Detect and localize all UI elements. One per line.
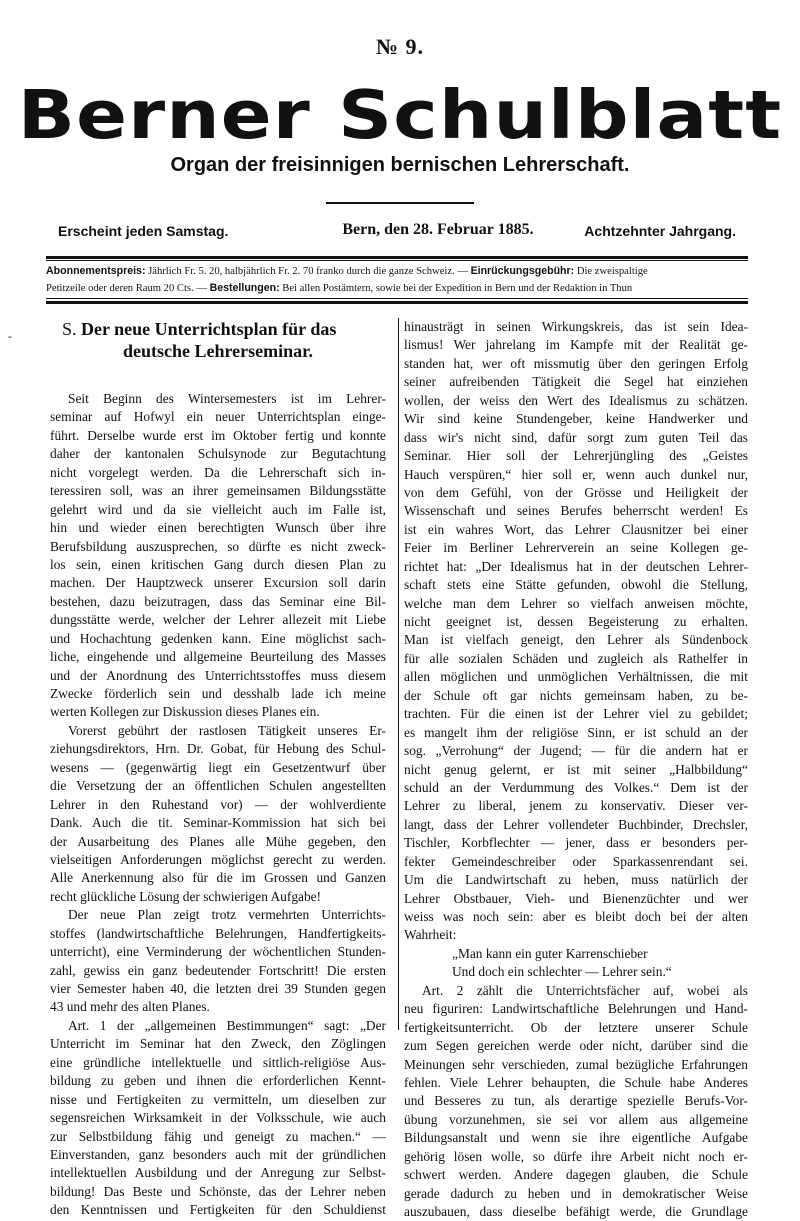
text-line: Zwecke förderlich sein und desshalb lade ich meine: [50, 686, 386, 701]
margin-mark: -: [8, 329, 12, 343]
publication-frequency: Erscheint jeden Samstag.: [58, 223, 229, 239]
text-line: allen möglichen und unmöglichen Verhältnissen, die mit: [404, 669, 748, 685]
text-line: für alle sozialen Schäden und zugleich als Rathelfer in: [404, 650, 748, 666]
text-line: Bildungsanstalt und wenn sie ihre eigentliche Aufgabe: [404, 1130, 748, 1146]
text-line: bildung! Das Beste und Schönste, das der Lehrer neben: [50, 1183, 386, 1199]
text-line: wollen, der weiss den Wert des Idealismus zu schätzen.: [404, 392, 748, 408]
text-line: nicht geeignet ist, dessen Begeisterung zu erhalten.: [404, 614, 748, 629]
article-headline-line-1: [50, 318, 386, 340]
orders-text: Bei allen Postämtern, sowie bei der Expedition in Bern und der Redaktion in Thun: [279, 283, 633, 294]
text-line: der Schule oft gar nichts gemeinsam haben, zu be-: [404, 687, 748, 703]
advert-label: Einrückungsgebühr:: [470, 265, 575, 277]
orders-label: Bestellungen:: [209, 282, 280, 294]
subscription-text: Jährlich Fr. 5. 20, halbjährlich Fr. 2. 70 franko durch die ganze Schweiz. —: [145, 266, 471, 277]
text-line: Feier im Berliner Lehrerverein an seine Kollegen ge-: [404, 540, 748, 556]
text-line: es mangelt ihm der religiöse Sinn, er ist schuld an der: [404, 724, 748, 740]
masthead-subtitle: Organ der freisinnigen bernischen Lehrerschaft.: [170, 154, 630, 176]
column-divider: [398, 318, 399, 1030]
text-line: zur Selbstbildung fähig und geneigt zu machen.“ —: [50, 1128, 386, 1144]
text-line: Vorerst gebührt der rastlosen Tätigkeit unseres Er-: [68, 722, 386, 738]
text-line: führt. Derselbe wurde erst im Oktober fertig und konnte: [50, 427, 386, 443]
text-line: bildung zu geben und ihnen die erforderlichen Kennt-: [50, 1073, 386, 1089]
text-line: 43 und mehr des alten Planes.: [50, 999, 210, 1015]
text-line: stoffes (landwirtschaftliche Belehrungen, Handfertigkeits-: [50, 925, 386, 941]
text-line: wesens — (gegenwärtig liegt ein Gesetzentwurf über: [50, 759, 386, 775]
text-line: nicht genug gelernt, er ist mit seiner „Halbbildung“: [404, 761, 748, 777]
text-line: dungsstätte werde, welcher der Lehrer allezeit mit Liebe: [50, 612, 386, 628]
text-line: Seminar. Hier soll der Lehrerjüngling des „Geistes: [404, 448, 748, 464]
text-line: übung vorzunehmen, sie sei vor allem aus allgemeine: [404, 1111, 748, 1127]
text-line: Meinungen sehr verschieden, zumal bezügliche Erfahrungen: [404, 1056, 748, 1072]
text-line: Berufsbildung auszusprechen, so dürfte es nicht zweck-: [50, 538, 386, 554]
text-line: Lehrer in den Ruhestand vor) — der wohlverdiente: [50, 796, 386, 812]
text-line: machen. Der Hauptzweck unserer Excursion soll darin: [50, 575, 386, 591]
text-line: gerade dadurch zu heben und in demokratischer Weise: [404, 1185, 748, 1201]
text-line: Unterricht im Seminar hat den Zweck, den Zöglingen: [50, 1036, 386, 1052]
text-line: sog. „Verrohung“ der Jugend; — für die andern hat er: [404, 743, 748, 759]
text-line: gehörig lösen wolle, so dürfe ihre Arbeit nicht noch er-: [404, 1148, 748, 1164]
text-line: weiss was noch sein: aber es bleibt doch bei der alten: [404, 909, 748, 924]
article-label: S.: [62, 319, 77, 339]
text-line: nicht vorgelegt werden. Da die Lehrerschaft sich in-: [50, 464, 386, 480]
advert-text: Die zweispaltige: [574, 266, 648, 277]
issue-date: Bern, den 28. Februar 1885.: [342, 221, 534, 238]
text-line: Lehrer Obstbauer, Vieh- und Bienenzüchter und wer: [404, 890, 748, 906]
text-line: Lehrer zu liberal, jenem zu konservativ. Dieser ver-: [404, 798, 748, 814]
text-line: richtet hat: „Der Idealismus hat in der deutschen Lehrer-: [404, 558, 748, 574]
text-line: Art. 2 zählt die Unterrichtsfächer auf, wobei als: [422, 982, 748, 998]
text-line: langt, dass der Lehrer vollendeter Buchbinder, Drechsler,: [404, 816, 748, 832]
text-line: neu figuriren: Landwirtschaftliche Belehrungen und Hand-: [404, 1001, 748, 1017]
text-line: schuld an der Verdummung des Volkes.“ Dem ist der: [404, 779, 748, 795]
text-line: dass wir's nicht sind, dafür sorgt zum guten Teil das: [404, 429, 748, 445]
text-line: bestehen, dazu beizutragen, dass das Seminar eine Bil-: [50, 593, 386, 609]
divider: [46, 256, 748, 259]
text-line: Seit Beginn des Wintersemesters ist im Lehrer-: [68, 391, 386, 406]
text-line: trachten. Für die einen ist der Lehrer viel zu gebildet;: [404, 706, 748, 722]
article-title-2: deutsche Lehrerseminar.: [123, 341, 313, 361]
text-line: gelehrt wird und da sie vielleicht auch im Falle ist,: [50, 501, 386, 517]
text-line: teressiren soll, was an ihrer gemeinsamen Bildungsstätte: [50, 483, 386, 499]
text-line: vier Semester haben 40, die letzten drei 39 Stunden gegen: [50, 981, 386, 996]
text-line: Der neue Plan zeigt trotz vermehrten Unterrichts-: [68, 907, 386, 923]
text-line: unterricht), eine Verminderung der wöchentlichen Stunden-: [50, 944, 386, 960]
text-line: auszubauen, dass dieselbe befähigt werde, die Grundlage: [404, 1204, 748, 1219]
text-line: Um die Landwirtschaft zu heben, muss natürlich der: [404, 872, 748, 888]
text-line: fertigkeitsunterricht. Ob der letztere unserer Schule: [404, 1019, 748, 1035]
text-line: den Kenntnissen und Fertigkeiten für den Schuldienst: [50, 1202, 386, 1218]
text-line: Wissenschaft und seines Berufes beherrscht werden! Es: [404, 503, 748, 519]
text-line: segensreichen Wirksamkeit in der Volksschule, wie auch: [50, 1110, 386, 1126]
text-line: standen hat, wer oft missmutig über den geringen Erfolg: [404, 355, 748, 371]
masthead-title: Berner Schulblatt: [17, 76, 783, 154]
text-line: Und doch ein schlechter — Lehrer sein.“: [452, 964, 672, 980]
text-line: los sein, einen kritischen Gang durch diesen Plan zu: [50, 556, 386, 572]
text-line: zahl, gewiss ein ganz bedeutender Fortschritt! Die ersten: [50, 962, 386, 978]
subscription-line-1: [46, 263, 748, 280]
text-line: und Besseres zu tun, als derartige spezielle Berufs-Vor-: [404, 1093, 748, 1109]
divider: [46, 260, 748, 261]
text-line: Man ist vielfach geneigt, den Lehrer als Sündenbock: [404, 632, 748, 648]
text-line: Dank. Auch die tit. Seminar-Kommission hat sich bei: [50, 815, 386, 831]
text-line: „Man kann ein guter Karrenschieber: [452, 945, 648, 961]
text-line: liche, eingehende und allgemeine Beurteilung des Masses: [50, 649, 386, 665]
text-line: recht glückliche Lösung der schwierigen Aufgabe!: [50, 888, 322, 904]
text-line: und Hochachtung gedenken kann. Eine möglichst sach-: [50, 630, 386, 646]
text-line: und der Anordnung des Unterrichtsstoffes muss diesem: [50, 667, 386, 683]
text-line: nisse und Fertigkeiten zu vermitteln, um dieselben zur: [50, 1091, 386, 1107]
article-title-1: Der neue Unterrichtsplan für das: [81, 319, 337, 339]
text-line: Alle Anerkennung also für die im Grossen und Ganzen: [50, 870, 386, 886]
subscription-line-2: [46, 280, 748, 297]
text-line: hinausträgt in seinen Wirkungskreis, das ist sein Idea-: [404, 319, 748, 334]
text-line: ziehungsdirektors, Hrn. Dr. Gobat, für Hebung des Schul-: [50, 741, 386, 757]
right-column: [404, 318, 748, 1221]
text-line: lismus! Wer jahrelang im Kampfe mit der Realität ge-: [404, 337, 748, 353]
text-line: seminar auf Hofwyl ein neuer Unterrichtsplan einge-: [50, 409, 386, 425]
text-line: zum Segen gereichen werde oder nicht, darüber sind die: [404, 1038, 748, 1054]
article-headline: [50, 318, 386, 362]
text-line: schaft stets eine Stätte gefunden, obwohl die Stellung,: [404, 577, 748, 593]
divider: [46, 301, 748, 304]
text-line: Art. 1 der „allgemeinen Bestimmungen“ sagt: „Der: [68, 1017, 386, 1033]
info-line: [48, 221, 736, 243]
subscription-info: [46, 263, 748, 297]
text-line: ist ein wahres Wort, das Lehrer Clausnitzer bei einer: [404, 521, 748, 537]
text-line: Einverstanden, ganz besonders auch mit der gründlichen: [50, 1146, 386, 1162]
text-line: Wahrheit:: [404, 927, 457, 943]
text-line: intellektuellen Ausbildung und der Anregung zur Selbst-: [50, 1165, 386, 1181]
divider: [46, 298, 748, 299]
text-line: die Versetzung der an öffentlichen Schulen angestellten: [50, 778, 386, 794]
text-line: werten Kollegen zur Diskussion dieses Planes ein.: [50, 704, 320, 720]
text-line: schwert werden. Andere dagegen glauben, die Schule: [404, 1167, 748, 1183]
left-column: [50, 318, 386, 1220]
text-line: eine gründliche intellektuelle und sittlich-religiöse Aus-: [50, 1054, 386, 1070]
advert-text-2: Petitzeile oder deren Raum 20 Cts. —: [46, 283, 210, 294]
text-line: von dem Gefühl, von der Grösse und Heiligkeit der: [404, 484, 748, 500]
volume-year: Achtzehnter Jahrgang.: [584, 223, 736, 239]
text-line: Tischler, Korbflechter — jener, dass er besonders per-: [404, 835, 748, 851]
text-line: hin und wieder einen berechtigten Wunsch über ihre: [50, 520, 386, 536]
text-line: daher der kantonalen Schulsynode zur Begutachtung: [50, 446, 386, 462]
text-line: Hauch verspüren,“ hier soll er, wenn auch dunkel nur,: [404, 466, 748, 482]
text-line: Wir sind keine Stundengeber, keine Handwerker und: [404, 411, 748, 427]
text-line: fekter Gemeindeschreiber oder Sparkassenrendant sei.: [404, 853, 748, 869]
issue-number: № 9.: [375, 34, 425, 59]
text-line: seiner aufreibenden Tätigkeit die Segel hat einziehen: [404, 374, 748, 390]
text-line: der Ausarbeitung des Planes alle Mühe gegeben, den: [50, 833, 386, 849]
text-line: welche man dem Lehrer so vielfach anweisen möchte,: [404, 595, 748, 611]
divider: [326, 202, 474, 204]
text-line: fehlen. Viele Lehrer behaupten, die Schule habe Anderes: [404, 1074, 748, 1090]
text-line: vielseitigen Anforderungen möglichst gerecht zu werden.: [50, 851, 386, 867]
subscription-label: Abonnementspreis:: [46, 265, 146, 277]
